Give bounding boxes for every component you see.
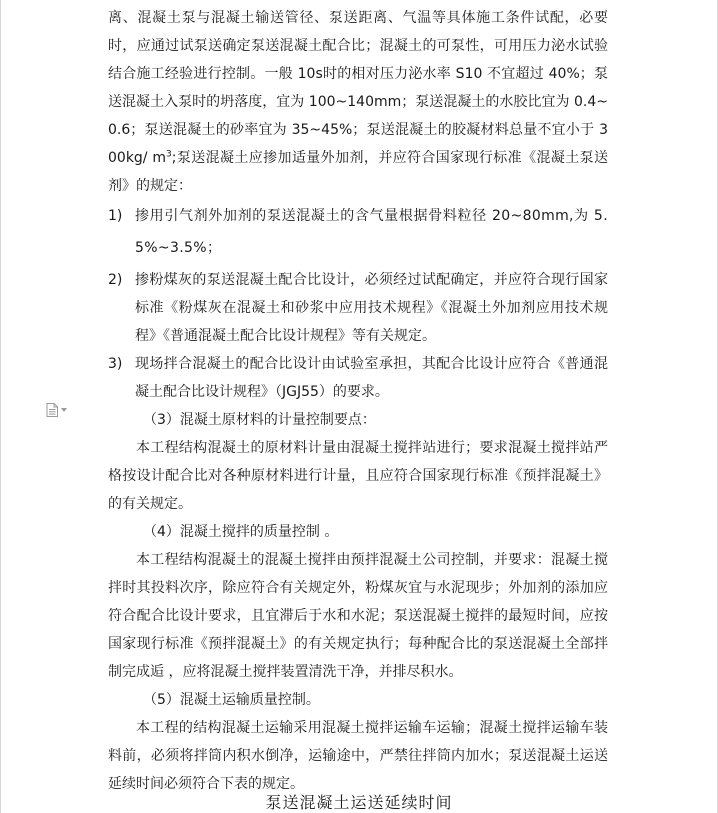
page-left-edge (0, 0, 1, 813)
list-item-3 (108, 350, 608, 406)
chevron-down-icon (61, 408, 67, 412)
superscript-cubic: 3 (166, 149, 172, 160)
paragraph-intro (108, 4, 608, 200)
section-heading-3: （3）混凝土原材料的计量控制要点： (143, 412, 376, 428)
list-item-1 (108, 200, 608, 264)
page-icon (46, 403, 58, 417)
list-number: 3) (108, 356, 123, 372)
list-item-text: 现场拌合混凝土的配合比设计由试验室承担，其配合比设计应符合《普通混凝土配合比设计规程》（JGJ55）的要求。 (135, 356, 608, 400)
list-item-2 (108, 266, 608, 350)
list-item-text: 掺用引气剂外加剂的泵送混凝土的含气量根据骨料粒径 20~80mm,为 5.5%~3.5%； (135, 208, 608, 256)
paragraph-5: 本工程的结构混凝土运输采用混凝土搅拌运输车运输；混凝土搅拌运输车装料前，必须将拌筒内积水倒净，运输途中，严禁往拌筒内加水；泵送混凝土运送延续时间必须符合下表的规定。 (108, 720, 608, 792)
document-options-icon[interactable] (46, 403, 72, 417)
paragraph-intro-text: 离、混凝土泵与混凝土输送管径、泵送距离、气温等具体施工条件试配，必要时，应通过试泵送确定泵送混凝土配合比；混凝土的可泵性，可用压力泌水试验结合施工经验进行控制。一般 10s时的相对压力泌水率 S10 不宜超过 40%；泵送混凝土入泵时的坍落度，宜为 100~140mm；泵送混凝土的水胶比宜为 0.4~0.6；泵送混凝土的砂率宜为 35~45%；泵送混凝土的胶凝材料总量不宜小于 300kg/ m (108, 10, 608, 166)
section-heading-5: （5）混凝土运输质量控制。 (143, 692, 320, 708)
table-title: 泵送混凝土运送延续时间 (265, 793, 453, 812)
list-number: 2) (108, 272, 123, 288)
paragraph-3: 本工程结构混凝土的原材料计量由混凝土搅拌站进行；要求混凝土搅拌站严格按设计配合比对各种原材料进行计量，且应符合国家现行标准《预拌混凝土》的有关规定。 (108, 440, 608, 512)
document-body (108, 4, 608, 798)
list-number: 1) (108, 208, 123, 224)
section-heading-4: （4）混凝土搅拌的质量控制 。 (143, 524, 339, 540)
list-item-text: 掺粉煤灰的泵送混凝土配合比设计，必须经过试配确定，并应符合现行国家标准《粉煤灰在混凝土和砂浆中应用技术规程》《混凝土外加剂应用技术规程》《普通混凝土配合比设计规程》等有关规定。 (135, 272, 608, 344)
paragraph-4: 本工程结构混凝土的混凝土搅拌由预拌混凝土公司控制，并要求：混凝土搅拌时其投料次序，除应符合有关规定外，粉煤灰宜与水泥现步；外加剂的添加应符合配合比设计要求，且宜滞后于水和水泥；泵送混凝土搅拌的最短时间，应按国家现行标准《预拌混凝土》的有关规定执行；每种配合比的泵送混凝土全部拌制完成逅 ，应将混凝土搅拌装置清洗干净，并排尽积水。 (108, 552, 608, 680)
paragraph-intro-tail: ;泵送混凝土应掺加适量外加剂，并应符合国家现行标准《混凝土泵送剂》的规定： (108, 150, 608, 194)
